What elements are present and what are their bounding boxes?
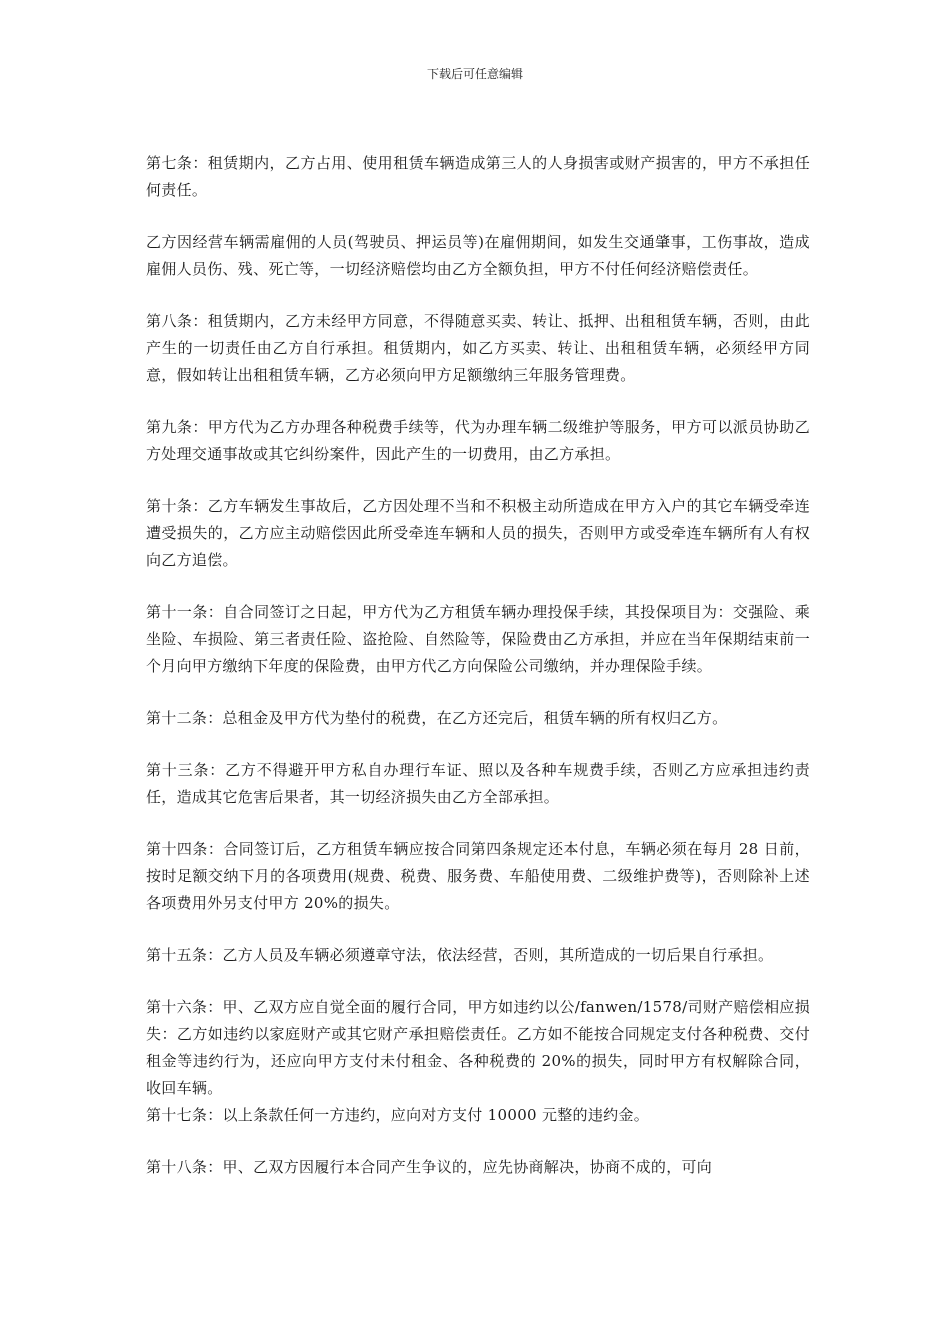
clause-16: 第十六条：甲、乙双方应自觉全面的履行合同，甲方如违约以公/fanwen/1578/司财产赔偿相应损失：乙方如违约以家庭财产或其它财产承担赔偿责任。乙方如不能按合同规定支付各种税费、交付租金等违约行为，还应向甲方支付未付租金、各种税费的 20%的损失，同时甲方有权解除合同，收回车辆。	[146, 998, 810, 1097]
page-header-note: 下载后可任意编辑	[426, 67, 523, 81]
clause-13: 第十三条：乙方不得避开甲方私自办理行车证、照以及各种车规费手续，否则乙方应承担违约责任，造成其它危害后果者，其一切经济损失由乙方全部承担。	[146, 761, 810, 806]
clause-18: 第十八条：甲、乙双方因履行本合同产生争议的，应先协商解决，协商不成的，可向	[146, 1158, 713, 1176]
clause-12: 第十二条：总租金及甲方代为垫付的税费，在乙方还完后，租赁车辆的所有权归乙方。	[146, 709, 728, 727]
document-body	[146, 150, 810, 1206]
clause-11: 第十一条：自合同签订之日起，甲方代为乙方租赁车辆办理投保手续，其投保项目为：交强险、乘坐险、车损险、第三者责任险、盗抢险、自然险等，保险费由乙方承担，并应在当年保期结束前一个月向甲方缴纳下年度的保险费，由甲方代乙方向保险公司缴纳，并办理保险手续。	[146, 603, 810, 675]
clause-17: 第十七条：以上条款任何一方违约，应向对方支付 10000 元整的违约金。	[146, 1106, 650, 1124]
clause-15: 第十五条：乙方人员及车辆必须遵章守法，依法经营，否则，其所造成的一切后果自行承担。	[146, 946, 774, 964]
clause-7-employees: 乙方因经营车辆需雇佣的人员(驾驶员、押运员等)在雇佣期间，如发生交通肇事，工伤事故，造成雇佣人员伤、残、死亡等，一切经济赔偿均由乙方全额负担，甲方不付任何经济赔偿责任。	[146, 233, 810, 278]
clause-14: 第十四条：合同签订后，乙方租赁车辆应按合同第四条规定还本付息，车辆必须在每月 28 日前，按时足额交纳下月的各项费用(规费、税费、服务费、车船使用费、二级维护费等)，否则除补上述各项费用外另支付甲方 20%的损失。	[146, 840, 810, 912]
clause-8: 第八条：租赁期内，乙方未经甲方同意，不得随意买卖、转让、抵押、出租租赁车辆，否则，由此产生的一切责任由乙方自行承担。租赁期内，如乙方买卖、转让、出租租赁车辆，必须经甲方同意，假如转让出租租赁车辆，乙方必须向甲方足额缴纳三年服务管理费。	[146, 312, 810, 384]
clause-10: 第十条：乙方车辆发生事故后，乙方因处理不当和不积极主动所造成在甲方入户的其它车辆受牵连遭受损失的，乙方应主动赔偿因此所受牵连车辆和人员的损失，否则甲方或受牵连车辆所有人有权向乙方追偿。	[146, 497, 810, 569]
clause-7: 第七条：租赁期内，乙方占用、使用租赁车辆造成第三人的人身损害或财产损害的，甲方不承担任何责任。	[146, 154, 810, 199]
clause-9: 第九条：甲方代为乙方办理各种税费手续等，代为办理车辆二级维护等服务，甲方可以派员协助乙方处理交通事故或其它纠纷案件，因此产生的一切费用，由乙方承担。	[146, 418, 810, 463]
